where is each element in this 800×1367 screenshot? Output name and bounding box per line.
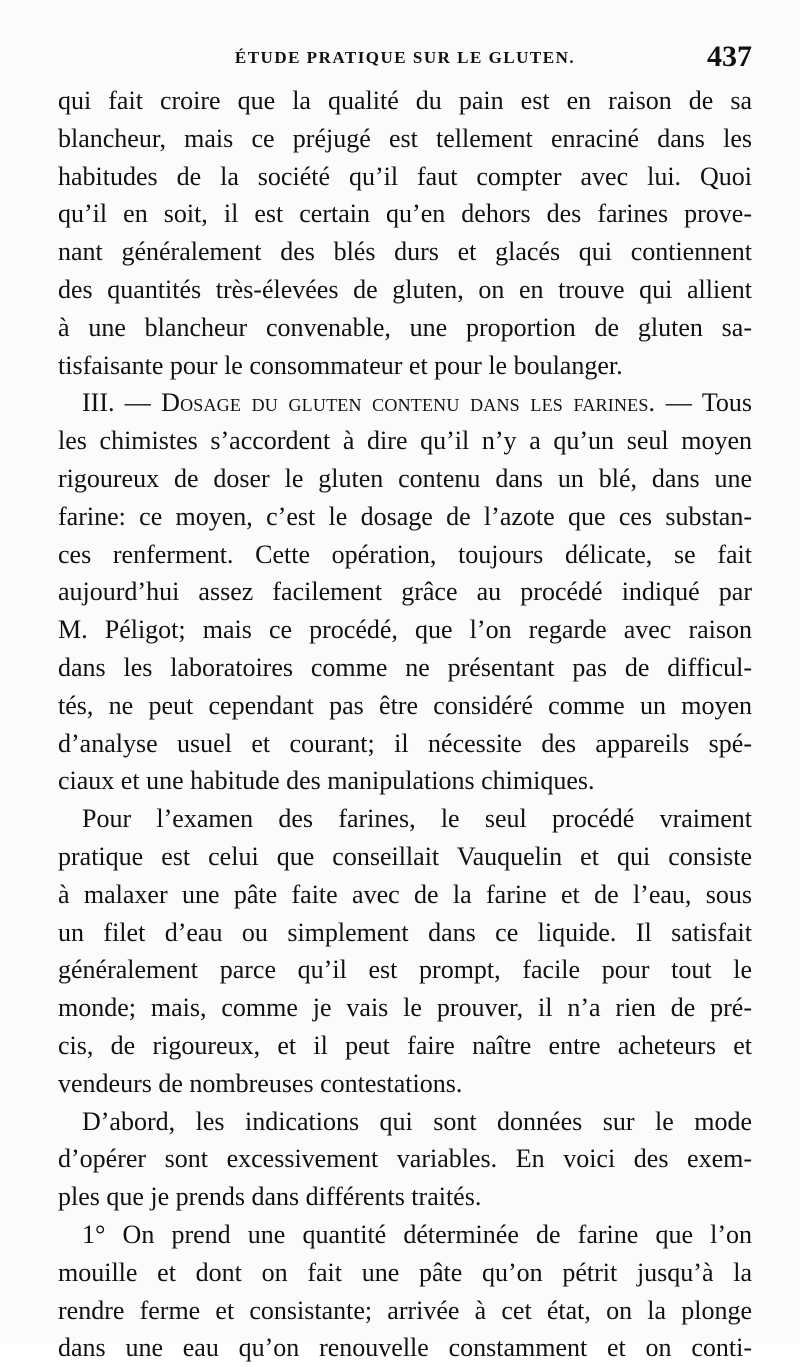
text-line: d’analyse usuel et courant; il nécessite des appareils spé-: [58, 728, 752, 758]
text-line: blancheur, mais ce préjugé est tellement enraciné dans les: [58, 123, 752, 153]
text-line: ciaux et une habitude des manipulations chimiques.: [58, 766, 595, 796]
text-line: vendeurs de nombreuses contestations.: [58, 1068, 463, 1098]
text-line: un filet d’eau ou simplement dans ce liquide. Il satisfait: [58, 917, 752, 947]
text-line: farine: ce moyen, c’est le dosage de l’azote que ces substan-: [58, 501, 752, 531]
text-line: ples que je prends dans différents traités.: [58, 1182, 482, 1212]
text-line: à une blancheur convenable, une proportion de gluten sa-: [58, 312, 752, 342]
text-line: D’abord, les indications qui sont données sur le mode: [82, 1106, 752, 1136]
text-line: tés, ne peut cependant pas être considéré comme un moyen: [58, 690, 752, 720]
text-line: des quantités très-élevées de gluten, on en trouve qui allient: [58, 274, 752, 304]
text-line: généralement parce qu’il est prompt, facile pour tout le: [58, 955, 752, 985]
page-header: [58, 40, 752, 76]
page-number: 437: [707, 40, 752, 73]
text-line: dans une eau qu’on renouvelle constamment et on conti-: [58, 1333, 752, 1363]
text-line: dans les laboratoires comme ne présentant pas de difficul-: [58, 652, 752, 682]
text-line: à malaxer une pâte faite avec de la farine et de l’eau, sous: [58, 879, 752, 909]
text-line: tisfaisante pour le consommateur et pour le boulanger.: [58, 350, 623, 380]
text-line: qu’il en soit, il est certain qu’en dehors des farines prove-: [58, 199, 752, 229]
text-line: d’opérer sont excessivement variables. En voici des exem-: [58, 1144, 752, 1174]
text-line: cis, de rigoureux, et il peut faire naître entre acheteurs et: [58, 1030, 752, 1060]
text-line: rendre ferme et consistante; arrivée à cet état, on la plonge: [58, 1295, 752, 1325]
text-line: les chimistes s’accordent à dire qu’il n’y a qu’un seul moyen: [58, 426, 752, 456]
text-line: habitudes de la société qu’il faut compter avec lui. Quoi: [58, 161, 752, 191]
text-line: nant généralement des blés durs et glacés qui contiennent: [58, 237, 752, 267]
text-line: aujourd’hui assez facilement grâce au procédé indiqué par: [58, 577, 752, 607]
section-heading: Dosage du gluten contenu dans les farines. —: [161, 388, 692, 418]
text-line: ces renferment. Cette opération, toujours délicate, se fait: [58, 539, 752, 569]
text-line: mouille et dont on fait une pâte qu’on pétrit jusqu’à la: [58, 1257, 752, 1287]
text-line: pratique est celui que conseillait Vauquelin et qui consiste: [58, 841, 752, 871]
text-line: monde; mais, comme je vais le prouver, il n’a rien de pré-: [58, 993, 752, 1023]
text-line: qui fait croire que la qualité du pain est en raison de sa: [58, 86, 752, 115]
section-number: III. —: [82, 388, 151, 418]
text-line: 1° On prend une quantité déterminée de farine que l’on: [82, 1219, 752, 1249]
section-heading-line: [58, 384, 752, 422]
running-head: ÉTUDE PRATIQUE SUR LE GLUTEN.: [234, 48, 576, 67]
text-line-start: Tous: [701, 388, 752, 418]
body-text: [58, 82, 752, 1367]
text-line: M. Péligot; mais ce procédé, que l’on regarde avec raison: [58, 615, 752, 645]
text-line: Pour l’examen des farines, le seul procédé vraiment: [82, 804, 752, 834]
text-line: rigoureux de doser le gluten contenu dans un blé, dans une: [58, 463, 752, 493]
